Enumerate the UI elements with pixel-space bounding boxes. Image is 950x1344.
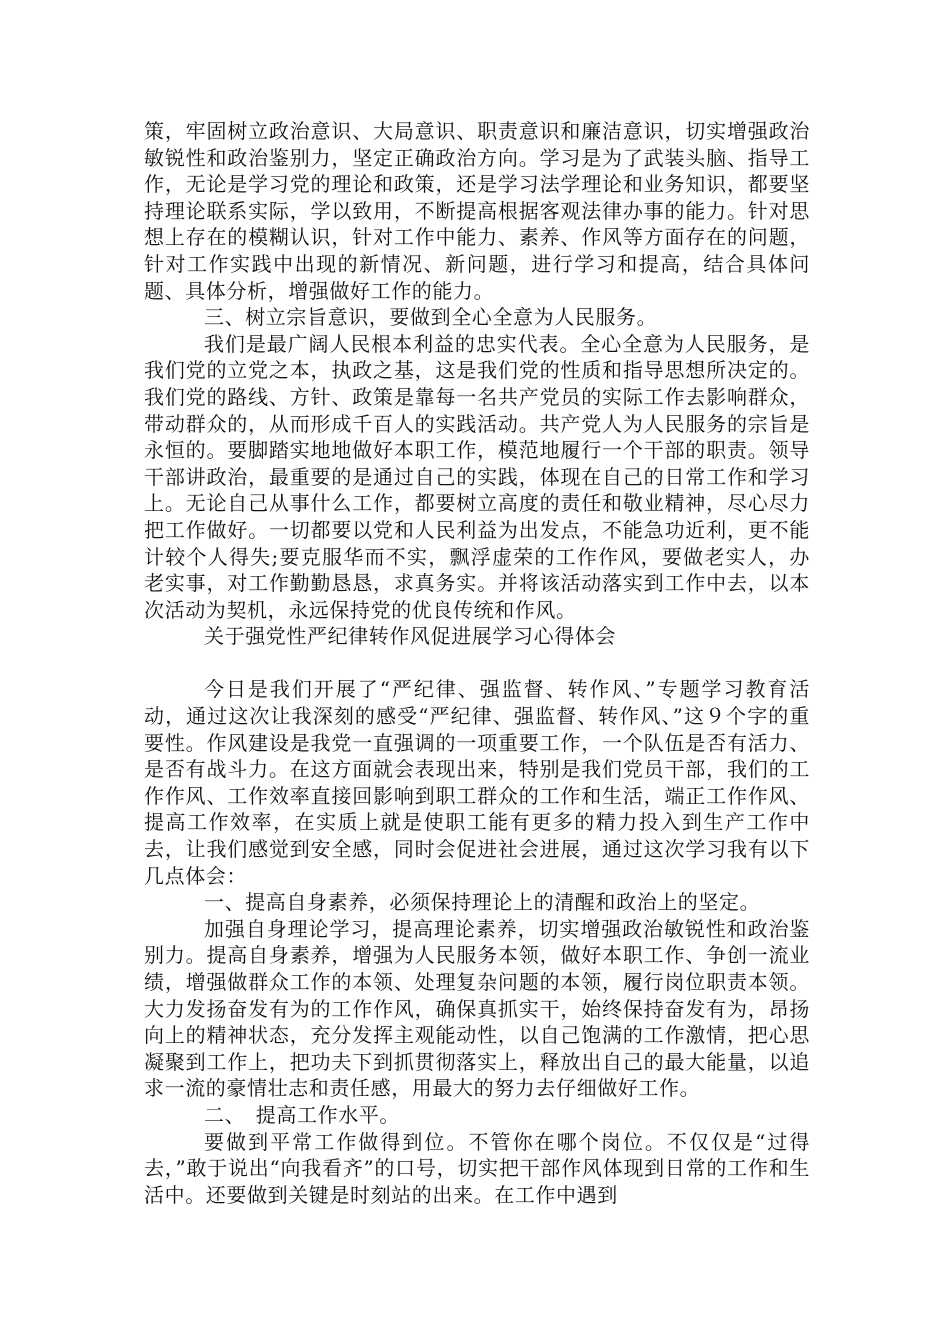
section-heading: 三、树立宗旨意识，要做到全心全意为人民服务。 — [204, 305, 658, 330]
blank-line — [144, 650, 810, 677]
section-heading: 二、 提高工作水平。 — [204, 1102, 400, 1127]
paragraph: 加强自身理论学习，提高理论素养，切实增强政治敏锐性和政治鉴别力。提高自身素养，增强为人民服务本领，做好本职工作、争创一流业绩，增强做群众工作的本领、处理复杂问题的本领，履行岗位职责本领。大力发扬奋发有为的工作作风，确保真抓实干，始终保持奋发有为，昂扬向上的精神状态，充分发挥主观能动性，以自己饱满的工作激情，把心思凝聚到工作上，把功夫下到抓贯彻落实上，释放出自己的最大能量，以追求一流的豪情壮志和责任感，用最大的努力去仔细做好工作。 — [144, 916, 810, 1101]
section-heading: 一、提高自身素养，必须保持理论上的清醒和政治上的坚定。 — [204, 890, 761, 915]
paragraph: 我们是最广阔人民根本利益的忠实代表。全心全意为人民服务，是我们党的立党之本，执政之基，这是我们党的性质和指导思想所决定的。我们党的路线、方针、政策是靠每一名共产党员的实际工作去影响群众，带动群众的，从而形成千百人的实践活动。共产党人为人民服务的宗旨是永恒的。要脚踏实地地做好本职工作，模范地履行一个干部的职责。领导干部讲政治，最重要的是通过自己的实践，体现在自己的日常工作和学习上。无论自己从事什么工作，都要树立高度的责任和敬业精神，尽心尽力把工作做好。一切都要以党和人民利益为出发点，不能急功近利，更不能计较个人得失;要克服华而不实，飘浮虚荣的工作作风，要做老实人，办老实事，对工作勤勤恳恳，求真务实。并将该活动落实到工作中去，以本次活动为契机，永远保持党的优良传统和作风。 — [144, 331, 810, 622]
article-title: 关于强党性严纪律转作风促进展学习心得体会 — [204, 624, 616, 649]
paragraph: 策，牢固树立政治意识、大局意识、职责意识和廉洁意识，切实增强政治敏锐性和政治鉴别力，坚定正确政治方向。学习是为了武装头脑、指导工作，无论是学习党的理论和政策，还是学习法学理论和业务知识，都要坚持理论联系实际，学以致用，不断提高根据客观法律办事的能力。针对思想上存在的模糊认识，针对工作中能力、素养、作风等方面存在的问题，针对工作实践中出现的新情况、新问题，进行学习和提高，结合具体问题、具体分析，增强做好工作的能力。 — [144, 119, 810, 303]
paragraph: 今日是我们开展了“严纪律、强监督、转作风、”专题学习教育活动，通过这次让我深刻的感受“严纪律、强监督、转作风、”这９个字的重要性。作风建设是我党一直强调的一项重要工作，一个队伍是否有活力、是否有战斗力。在这方面就会表现出来，特别是我们党员干部，我们的工作作风、工作效率直接回影响到职工群众的工作和生活，端正工作作风、提高工作效率，在实质上就是使职工能有更多的精力投入到生产工作中去，让我们感觉到安全感，同时会促进社会进展，通过这次学习我有以下几点体会： — [144, 677, 810, 888]
paragraph: 要做到平常工作做得到位。不管你在哪个岗位。不仅仅是“过得去，”敢于说出“向我看齐”的口号，切实把干部作风体现到日常的工作和生活中。还要做到关键是时刻站的出来。在工作中遇到 — [144, 1129, 810, 1207]
document-page — [144, 118, 810, 1208]
